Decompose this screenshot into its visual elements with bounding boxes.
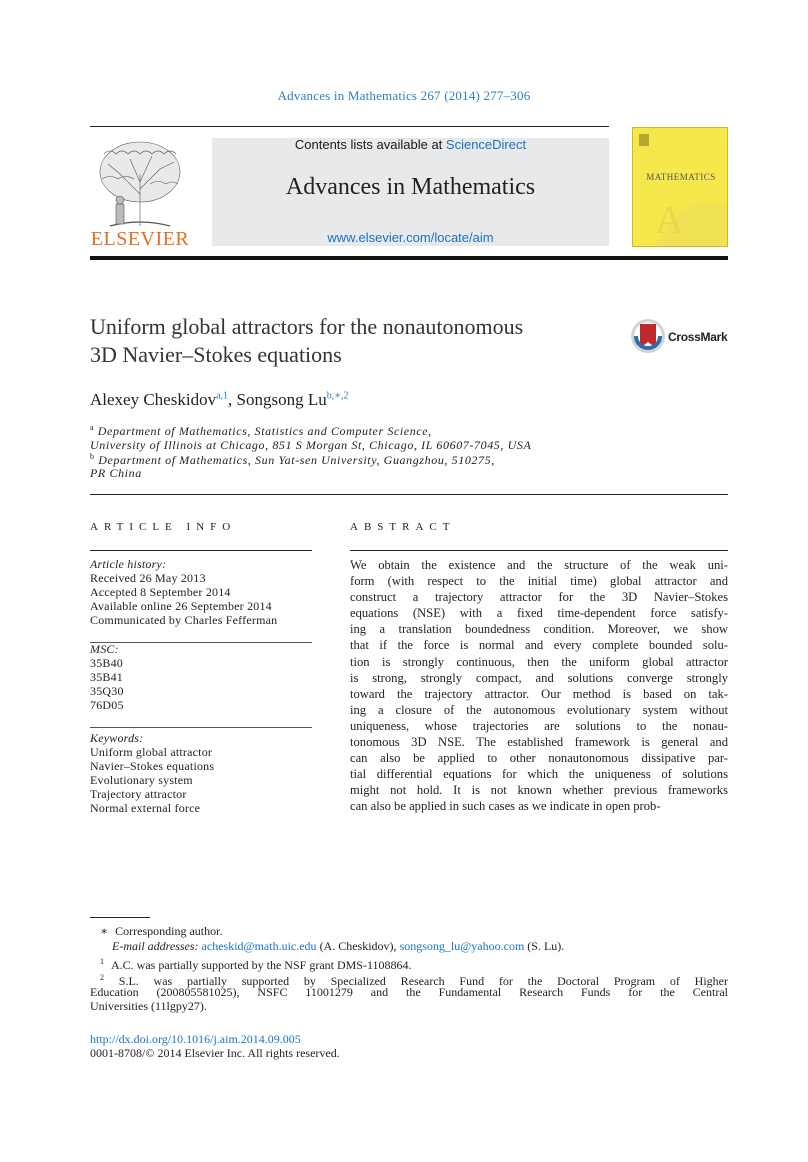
abstract-line: toward the trajectory attractor. Our method is based on tak- [350,686,728,701]
author-name: Songsong Lu [236,390,327,409]
history-communicated: Communicated by Charles Fefferman [90,613,278,627]
footnote-corresponding [90,924,222,939]
contents-available-line [212,137,609,152]
email-owner: (S. Lu). [524,939,565,953]
article-title [90,313,610,369]
journal-cover-thumbnail[interactable] [632,127,728,247]
abstract-line: that if the force is normal and every complete bounded solu- [350,638,728,653]
elsevier-wordmark: ELSEVIER [90,228,190,250]
footnote-mark: 1 [100,957,104,966]
msc-label: MSC: [90,642,119,656]
abstract-rule [350,550,728,551]
article-info-rule [90,550,312,551]
article-title-line-1: Uniform global attractors for the nonautonomous [90,314,524,339]
footnote-text: S.L. was partially supported by Specialized Research Fund for the Doctoral Program of Higher [118,974,729,988]
affiliation-text: Department of Mathematics, Statistics and Computer Science, [97,424,432,438]
author-affiliation-marks[interactable]: a,1 [216,390,229,402]
abstract-line: ing a closure of the autonomous evolutionary system without [350,702,728,717]
footnote-rule [90,917,150,918]
msc-code: 35B41 [90,670,124,684]
affiliation-mark: a [90,423,95,432]
keyword: Navier–Stokes equations [90,759,215,773]
abstract-line: tonomous 3D NSE. The established framework is general and [350,735,728,750]
abstract-line: uniqueness, whose trajectories are solutions to the nonau- [350,718,728,733]
msc-code: 76D05 [90,698,124,712]
history-online: Available online 26 September 2014 [90,599,272,613]
author-separator: , [228,390,237,409]
author-affiliation-marks[interactable]: b,∗,2 [326,390,349,402]
history-received: Received 26 May 2013 [90,571,206,585]
email-link-lu[interactable]: songsong_lu@yahoo.com [399,939,525,953]
sciencedirect-link[interactable]: ScienceDirect [445,137,527,152]
affiliation-b-line-1 [90,452,495,468]
author-list [90,390,349,410]
journal-homepage-link[interactable]: www.elsevier.com/locate/aim [327,230,494,245]
footnote-2-line-2: Education (200805581025), NSFC 11001279 and the Fundamental Research Funds for the Central [90,985,728,999]
abstract-line: equations (NSE) with a fixed time-dependent force satisfy- [350,606,728,621]
affiliation-rule [90,494,728,495]
msc-code: 35Q30 [90,684,124,698]
doi-link[interactable]: http://dx.doi.org/10.1016/j.aim.2014.09.005 [90,1032,301,1046]
history-accepted: Accepted 8 September 2014 [90,585,231,599]
abstract-line: can also be applied in such cases as we indicate in open prob- [350,799,661,814]
abstract-line: tial differential equations for which the uniqueness of solutions [350,767,728,782]
abstract-line: We obtain the existence and the structure of the weak uni- [350,558,728,572]
abstract-line: construct a trajectory attractor for the 3D Navier–Stokes [350,590,728,605]
abstract-line: ing a translation boundedness condition. Moreover, we show [350,622,728,637]
abstract-line: can also be applied to other nonautonomous dissipative par- [350,751,728,766]
crossmark-label: CrossMark [668,330,728,344]
email-label: E-mail addresses: [112,939,199,953]
author-name: Alexey Cheskidov [90,390,217,409]
footnote-emails [112,939,564,954]
abstract-line: is strong, strongly compact, and solutions converge strongly [350,670,728,685]
affiliation-a-line-2: University of Illinois at Chicago, 851 S Morgan St, Chicago, IL 60607-7045, USA [90,438,532,452]
msc-code: 35B40 [90,656,124,670]
svg-text:A: A [655,197,684,242]
affiliation-text: Department of Mathematics, Sun Yat-sen University, Guangzhou, 510275, [98,453,495,467]
cover-title: MATHEMATICS [646,172,716,182]
abstract-line: might not hold. It is not known whether previous frameworks [350,783,728,798]
article-title-line-2: 3D Navier–Stokes equations [90,342,342,367]
affiliation-b-line-2: PR China [90,466,142,480]
keywords-rule [90,727,312,728]
email-owner: (A. Cheskidov), [316,939,400,953]
contents-prefix: Contents lists available at [294,137,446,152]
email-link-cheskidov[interactable]: acheskid@math.uic.edu [201,939,317,953]
journal-title: Advances in Mathematics [285,174,536,200]
footnote-text: Corresponding author. [115,924,223,938]
cover-art [633,128,728,247]
msc-rule [90,642,312,643]
abstract-line: form (with respect to the initial time) global attractor and [350,574,728,589]
keyword: Normal external force [90,801,201,815]
footnote-2-line-3: Universities (11lgpy27). [90,999,207,1013]
affiliation-mark: b [90,452,95,461]
keyword: Uniform global attractor [90,745,213,759]
keywords-label: Keywords: [90,731,144,745]
keyword: Evolutionary system [90,773,193,787]
keyword: Trajectory attractor [90,787,187,801]
header-bottom-rule [90,256,728,260]
abstract-body [350,557,728,815]
footnote-mark: 2 [100,973,104,982]
copyright-line: 0001-8708/© 2014 Elsevier Inc. All rights reserved. [90,1046,340,1060]
abstract-heading: ABSTRACT [350,521,456,533]
history-label: Article history: [90,557,167,571]
affiliation-a-line-1 [90,423,432,439]
footnote-text: A.C. was partially supported by the NSF grant DMS-1108864. [111,958,412,972]
header-top-rule [90,126,609,127]
journal-citation[interactable]: Advances in Mathematics 267 (2014) 277–306 [277,88,531,103]
abstract-line: tion is strongly continuous, then the uniform global attractor [350,654,728,669]
footnote-mark: ∗ [100,924,109,938]
article-info-heading: ARTICLE INFO [90,521,237,533]
